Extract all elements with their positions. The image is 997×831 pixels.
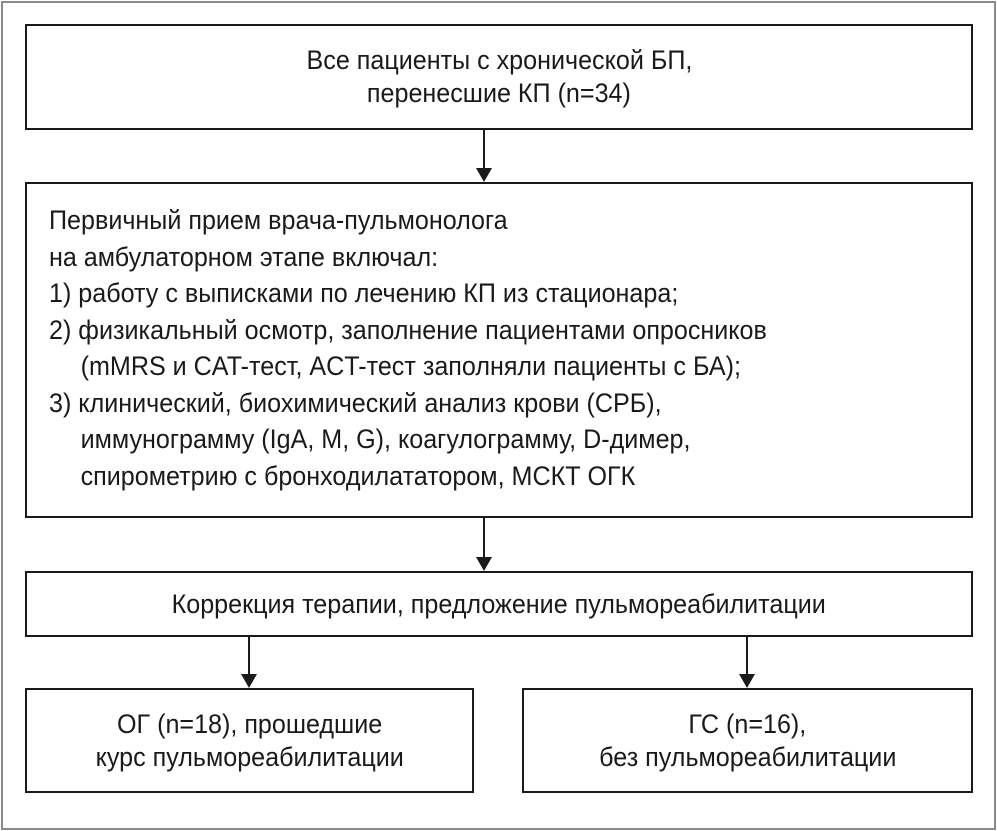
primary-visit-item-2-cont: (mMRS и CAT-тест, ACT-тест заполняли пациенты с БА); — [80, 351, 741, 381]
primary-visit-item-2: 2) физикальный осмотр, заполнение пациентами опросников — [49, 314, 767, 345]
primary-visit-item-3: 3) клинический, биохимический анализ крови (СРБ), — [49, 387, 662, 418]
main-group-box — [25, 688, 474, 793]
primary-visit-box — [25, 182, 973, 518]
main-group-line-1: ОГ (n=18), прошедшие — [116, 708, 383, 739]
main-group-line-2: курс пульмореабилитации — [95, 741, 404, 772]
arrow-down-1 — [476, 130, 492, 182]
all-patients-box — [25, 24, 973, 130]
all-patients-line-1: Все пациенты с хронической БП, — [306, 45, 692, 75]
primary-visit-line-2: на амбулаторном этапе включал: — [49, 241, 439, 272]
all-patients-line-2: перенесшие КП (n=34) — [367, 78, 631, 108]
primary-visit-item-1: 1) работу с выписками по лечению КП из стационара; — [49, 278, 679, 308]
primary-visit-content — [49, 202, 821, 494]
arrow-down-2 — [476, 518, 492, 571]
therapy-correction-box — [25, 571, 973, 637]
therapy-correction-line: Коррекция терапии, предложение пульмореабилитации — [171, 588, 827, 619]
primary-visit-item-3-cont-2: спирометрию с бронходилататором, МСКТ ОГК — [80, 460, 636, 491]
arrow-down-right — [739, 637, 755, 688]
comparison-group-box — [522, 688, 973, 793]
comparison-group-line-1: ГС (n=16), — [688, 708, 807, 739]
arrow-down-left — [241, 637, 257, 688]
comparison-group-line-2: без пульмореабилитации — [598, 741, 897, 772]
primary-visit-item-3-cont-1: иммунограмму (IgA, M, G), коагулограмму, D-димер, — [80, 424, 691, 454]
primary-visit-line-1: Первичный прием врача-пульмонолога — [49, 205, 508, 235]
